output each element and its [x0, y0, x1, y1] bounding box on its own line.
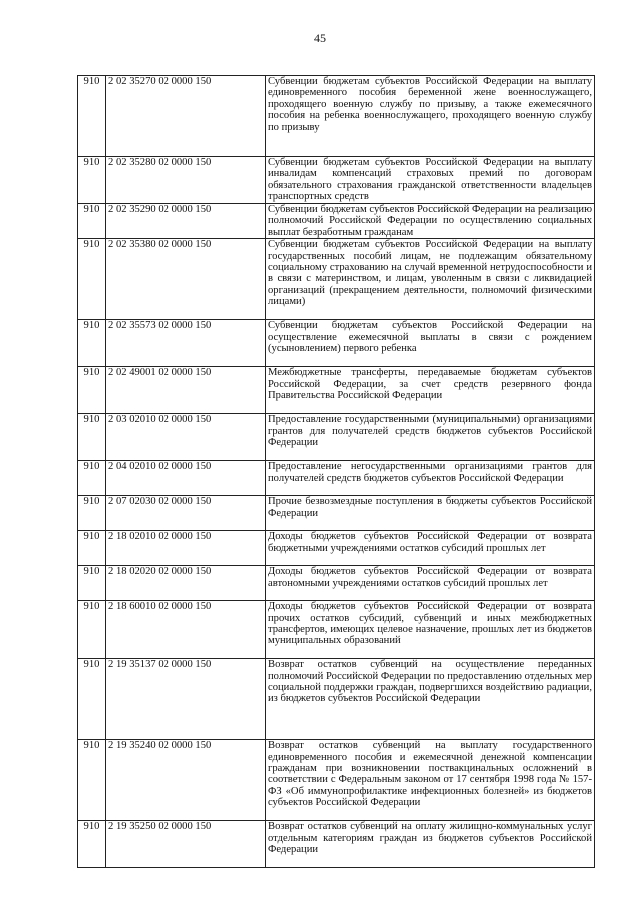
table-row — [78, 496, 595, 531]
admin-code-cell: 910 — [78, 740, 106, 821]
table-row — [78, 659, 595, 740]
budget-code-cell: 2 02 35290 02 0000 150 — [106, 204, 266, 239]
table-row — [78, 461, 595, 496]
budget-code-cell: 2 03 02010 02 0000 150 — [106, 414, 266, 461]
admin-code-cell: 910 — [78, 320, 106, 367]
description-cell: Доходы бюджетов субъектов Российской Федерации от возврата прочих остатков субсидий, субвенций и иных межбюджетных трансфертов, имеющих целевое назначение, прошлых лет из бюджетов муниципальных образований — [266, 601, 595, 659]
description-cell: Субвенции бюджетам субъектов Российской Федерации на выплату инвалидам компенсаций страховых премий по договорам обязательного страхования гражданской ответственности владельцев транспортных средств — [266, 157, 595, 204]
budget-code-cell: 2 19 35240 02 0000 150 — [106, 740, 266, 821]
table-row — [78, 239, 595, 320]
budget-code-cell: 2 02 35270 02 0000 150 — [106, 76, 266, 157]
budget-codes-table — [77, 75, 595, 868]
description-cell: Возврат остатков субвенций на осуществление переданных полномочий Российской Федерации по предоставлению отдельных мер социальной поддержки граждан, подвергшихся воздействию радиации, из бюджетов субъектов Российской Федерации — [266, 659, 595, 740]
budget-code-cell: 2 07 02030 02 0000 150 — [106, 496, 266, 531]
budget-code-cell: 2 18 60010 02 0000 150 — [106, 601, 266, 659]
description-cell: Субвенции бюджетам субъектов Российской Федерации на выплату единовременного пособия беременной жене военнослужащего, проходящего военную службу по призыву, а также ежемесячного пособия на ребенка военнослужащего, проходящего военную службу по призыву — [266, 76, 595, 157]
admin-code-cell: 910 — [78, 157, 106, 204]
admin-code-cell: 910 — [78, 461, 106, 496]
admin-code-cell: 910 — [78, 414, 106, 461]
admin-code-cell: 910 — [78, 601, 106, 659]
description-cell: Субвенции бюджетам субъектов Российской Федерации на выплату государственных пособий лицам, не подлежащим обязательному социальному страхованию на случай временной нетрудоспособности и в связи с материнством, и лицам, уволенным в связи с ликвидацией организаций (прекращением деятельности, полномочий физическими лицами) — [266, 239, 595, 320]
description-cell: Предоставление негосударственными организациями грантов для получателей средств бюджетов субъектов Российской Федерации — [266, 461, 595, 496]
budget-code-cell: 2 02 35280 02 0000 150 — [106, 157, 266, 204]
description-cell: Доходы бюджетов субъектов Российской Федерации от возврата автономными учреждениями остатков субсидий прошлых лет — [266, 566, 595, 601]
table-row — [78, 566, 595, 601]
admin-code-cell: 910 — [78, 566, 106, 601]
table-row — [78, 531, 595, 566]
table-row — [78, 320, 595, 367]
budget-code-cell: 2 19 35250 02 0000 150 — [106, 821, 266, 868]
admin-code-cell: 910 — [78, 531, 106, 566]
budget-code-cell: 2 18 02010 02 0000 150 — [106, 531, 266, 566]
budget-code-cell: 2 02 49001 02 0000 150 — [106, 367, 266, 414]
admin-code-cell: 910 — [78, 496, 106, 531]
description-cell: Возврат остатков субвенций на выплату государственного единовременного пособия и ежемесячной денежной компенсации гражданам при возникновении поствакцинальных осложнений в соответствии с Федеральным законом от 17 сентября 1998 года № 157-ФЗ «Об иммунопрофилактике инфекционных болезней» из бюджетов субъектов Российской Федерации — [266, 740, 595, 821]
admin-code-cell: 910 — [78, 367, 106, 414]
budget-code-cell: 2 02 35573 02 0000 150 — [106, 320, 266, 367]
admin-code-cell: 910 — [78, 76, 106, 157]
admin-code-cell: 910 — [78, 239, 106, 320]
table-row — [78, 414, 595, 461]
description-cell: Субвенции бюджетам субъектов Российской Федерации на реализацию полномочий Российской Федерации по осуществлению социальных выплат безработным гражданам — [266, 204, 595, 239]
budget-code-cell: 2 04 02010 02 0000 150 — [106, 461, 266, 496]
description-cell: Возврат остатков субвенций на оплату жилищно-коммунальных услуг отдельным категориям граждан из бюджетов субъектов Российской Федерации — [266, 821, 595, 868]
budget-code-cell: 2 02 35380 02 0000 150 — [106, 239, 266, 320]
page-number: 45 — [314, 31, 326, 45]
table-row — [78, 601, 595, 659]
admin-code-cell: 910 — [78, 204, 106, 239]
table-row — [78, 204, 595, 239]
admin-code-cell: 910 — [78, 659, 106, 740]
description-cell: Предоставление государственными (муниципальными) организациями грантов для получателей средств бюджетов субъектов Российской Федерации — [266, 414, 595, 461]
table-row — [78, 740, 595, 821]
table-row — [78, 76, 595, 157]
description-cell: Межбюджетные трансферты, передаваемые бюджетам субъектов Российской Федерации, за счет средств резервного фонда Правительства Российской Федерации — [266, 367, 595, 414]
description-cell: Прочие безвозмездные поступления в бюджеты субъектов Российской Федерации — [266, 496, 595, 531]
budget-code-cell: 2 18 02020 02 0000 150 — [106, 566, 266, 601]
admin-code-cell: 910 — [78, 821, 106, 868]
budget-code-cell: 2 19 35137 02 0000 150 — [106, 659, 266, 740]
table-row — [78, 157, 595, 204]
description-cell: Субвенции бюджетам субъектов Российской Федерации на осуществление ежемесячной выплаты в связи с рождением (усыновлением) первого ребенка — [266, 320, 595, 367]
description-cell: Доходы бюджетов субъектов Российской Федерации от возврата бюджетными учреждениями остатков субсидий прошлых лет — [266, 531, 595, 566]
table-row — [78, 367, 595, 414]
table-row — [78, 821, 595, 868]
